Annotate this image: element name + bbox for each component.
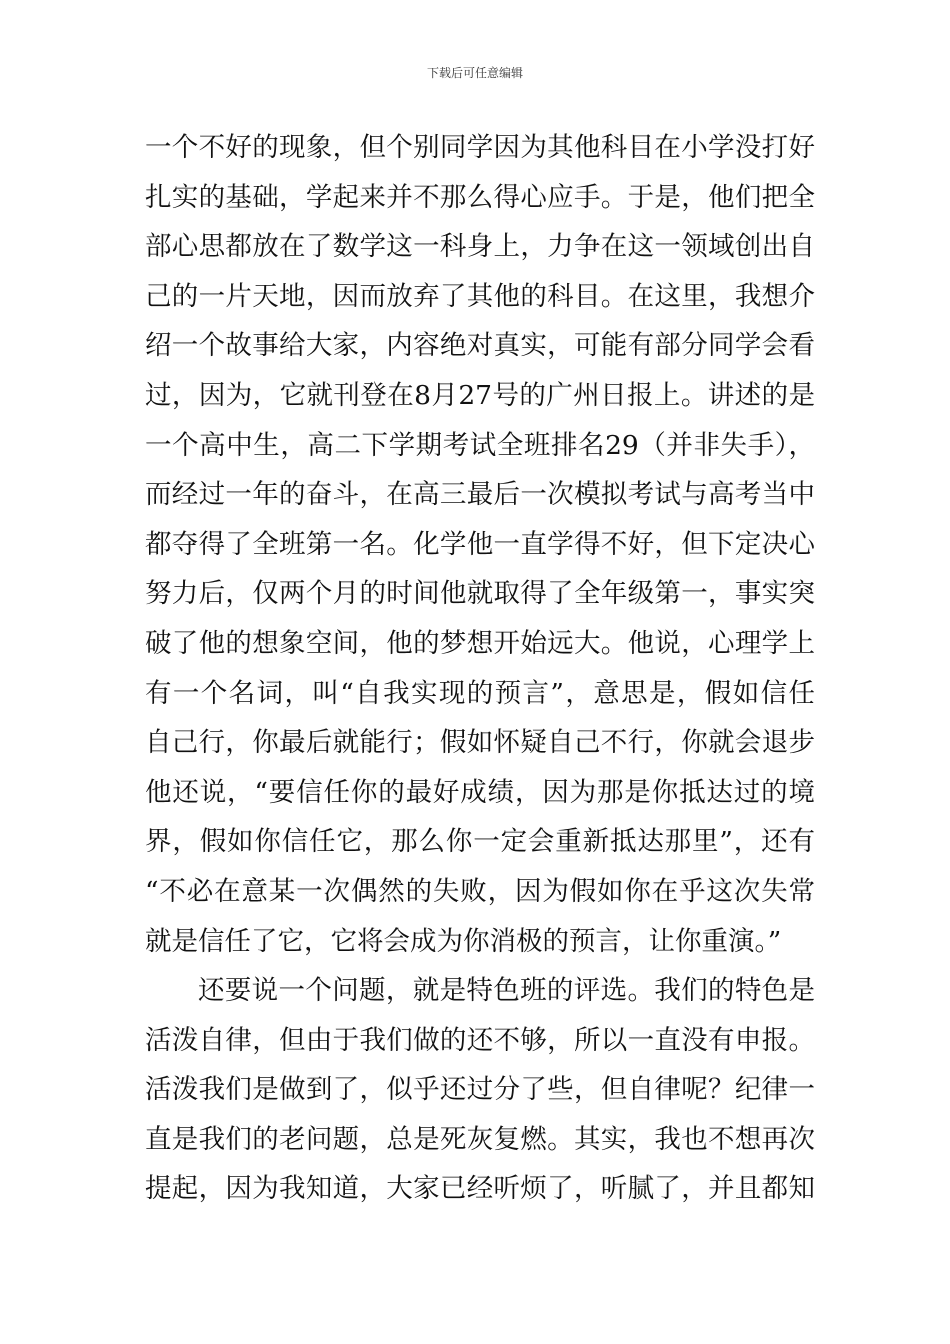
paragraph-end-line: 就是信任了它，它将会成为你消极的预言，让你重演。” <box>145 925 782 957</box>
text-line: 提起，因为我知道，大家已经听烦了，听腻了，并且都知 <box>145 1173 815 1205</box>
page-header-note: 下载后可任意编辑 <box>426 66 523 80</box>
text-line: 自己行，你最后就能行；假如怀疑自己不行，你就会退步 <box>145 727 815 759</box>
text-line: 努力后，仅两个月的时间他就取得了全年级第一，事实突 <box>145 578 815 610</box>
paragraph-start-line: 还要说一个问题，就是特色班的评选。我们的特色是 <box>198 975 815 1007</box>
text-line: 有一个名词，叫“自我实现的预言”，意思是，假如信任 <box>145 677 815 709</box>
text-line: “不必在意某一次偶然的失败，因为假如你在乎这次失常 <box>145 875 815 907</box>
text-line: 活泼我们是做到了，似乎还过分了些，但自律呢？纪律一 <box>145 1074 815 1106</box>
text-line: 一个不好的现象，但个别同学因为其他科目在小学没打好 <box>145 132 815 163</box>
text-line: 己的一片天地，因而放弃了其他的科目。在这里，我想介 <box>145 280 815 312</box>
text-line: 活泼自律，但由于我们做的还不够，所以一直没有申报。 <box>145 1024 815 1056</box>
text-line: 扎实的基础，学起来并不那么得心应手。于是，他们把全 <box>145 181 815 213</box>
text-line: 而经过一年的奋斗，在高三最后一次模拟考试与高考当中 <box>145 479 815 511</box>
text-line: 绍一个故事给大家，内容绝对真实，可能有部分同学会看 <box>145 330 815 362</box>
document-body <box>145 123 815 1214</box>
text-line: 都夺得了全班第一名。化学他一直学得不好，但下定决心 <box>145 528 815 560</box>
text-line: 破了他的想象空间，他的梦想开始远大。他说，心理学上 <box>145 627 815 659</box>
text-line: 直是我们的老问题，总是死灰复燃。其实，我也不想再次 <box>145 1123 815 1155</box>
text-line: 他还说，“要信任你的最好成绩，因为那是你抵达过的境 <box>145 776 815 808</box>
text-line: 界，假如你信任它，那么你一定会重新抵达那里”，还有 <box>145 826 815 858</box>
text-line: 过，因为，它就刊登在8月27号的广州日报上。讲述的是 <box>145 379 815 411</box>
text-line: 部心思都放在了数学这一科身上，力争在这一领域创出自 <box>145 231 815 263</box>
text-line: 一个高中生，高二下学期考试全班排名29（并非失手）， <box>145 429 815 461</box>
